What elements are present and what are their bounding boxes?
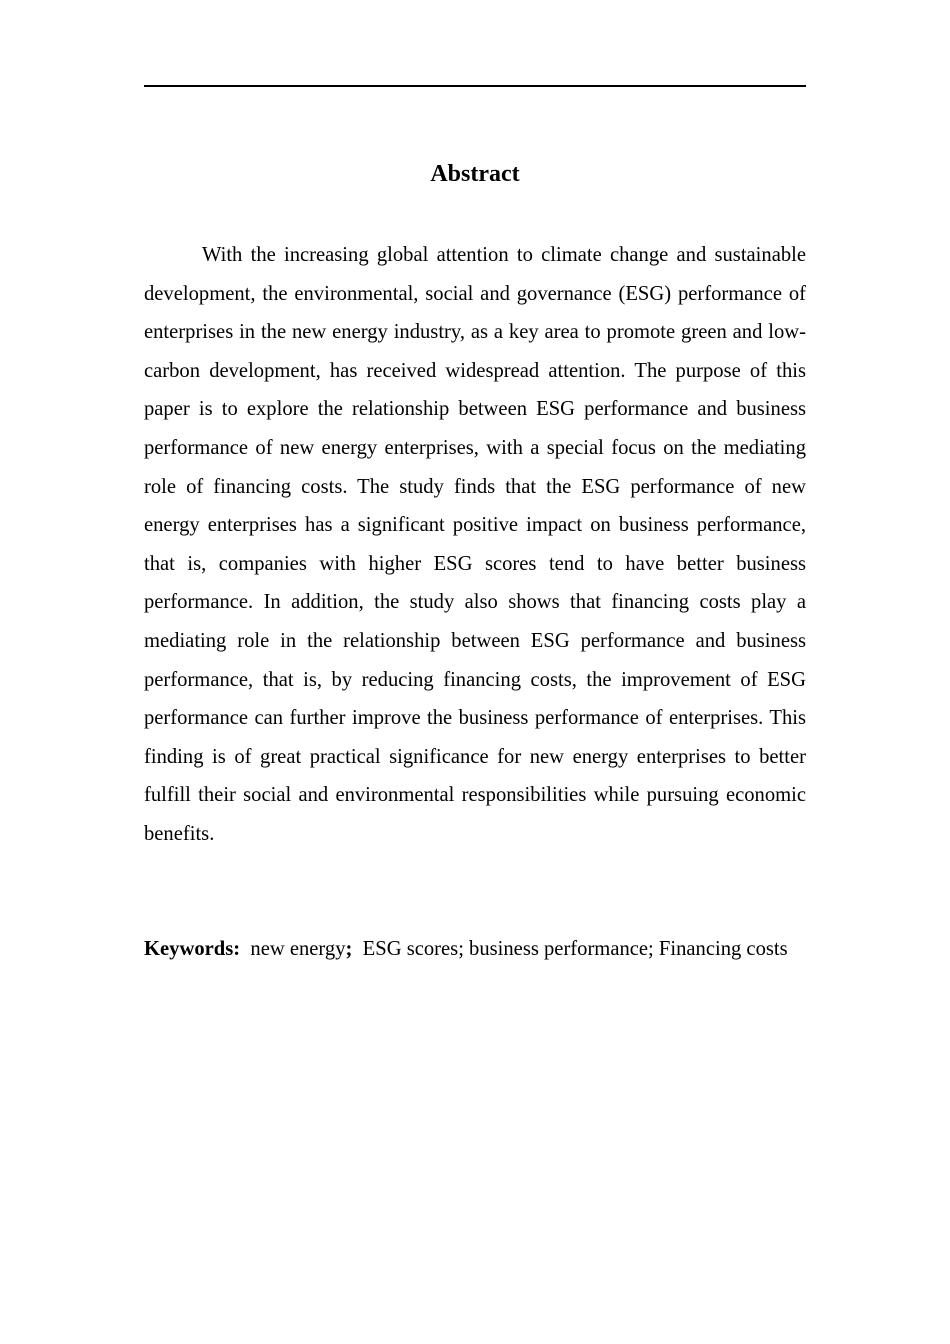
header-rule <box>144 85 806 87</box>
abstract-title: Abstract <box>430 161 520 187</box>
keyword-separator: ; <box>345 938 353 960</box>
keywords-rest: ESG scores; business performance; Financing costs <box>362 938 788 960</box>
abstract-body: With the increasing global attention to climate change and sustainable development, the environmental, social and governance (ESG) performance of enterprises in the new energy industry, as a key area to promote green and low-carbon development, has received widespread attention. The purpose of this paper is to explore the relationship between ESG performance and business performance of new energy enterprises, with a special focus on the mediating role of financing costs. The study finds that the ESG performance of new energy enterprises has a significant positive impact on business performance, that is, companies with higher ESG scores tend to have better business performance. In addition, the study also shows that financing costs play a mediating role in the relationship between ESG performance and business performance, that is, by reducing financing costs, the improvement of ESG performance can further improve the business performance of enterprises. This finding is of great practical significance for new energy enterprises to better fulfill their social and environmental responsibilities while pursuing economic benefits. <box>144 244 806 845</box>
keywords-label: Keywords: <box>144 938 241 960</box>
keywords-line <box>144 930 806 969</box>
keyword-first: new energy <box>250 938 346 960</box>
